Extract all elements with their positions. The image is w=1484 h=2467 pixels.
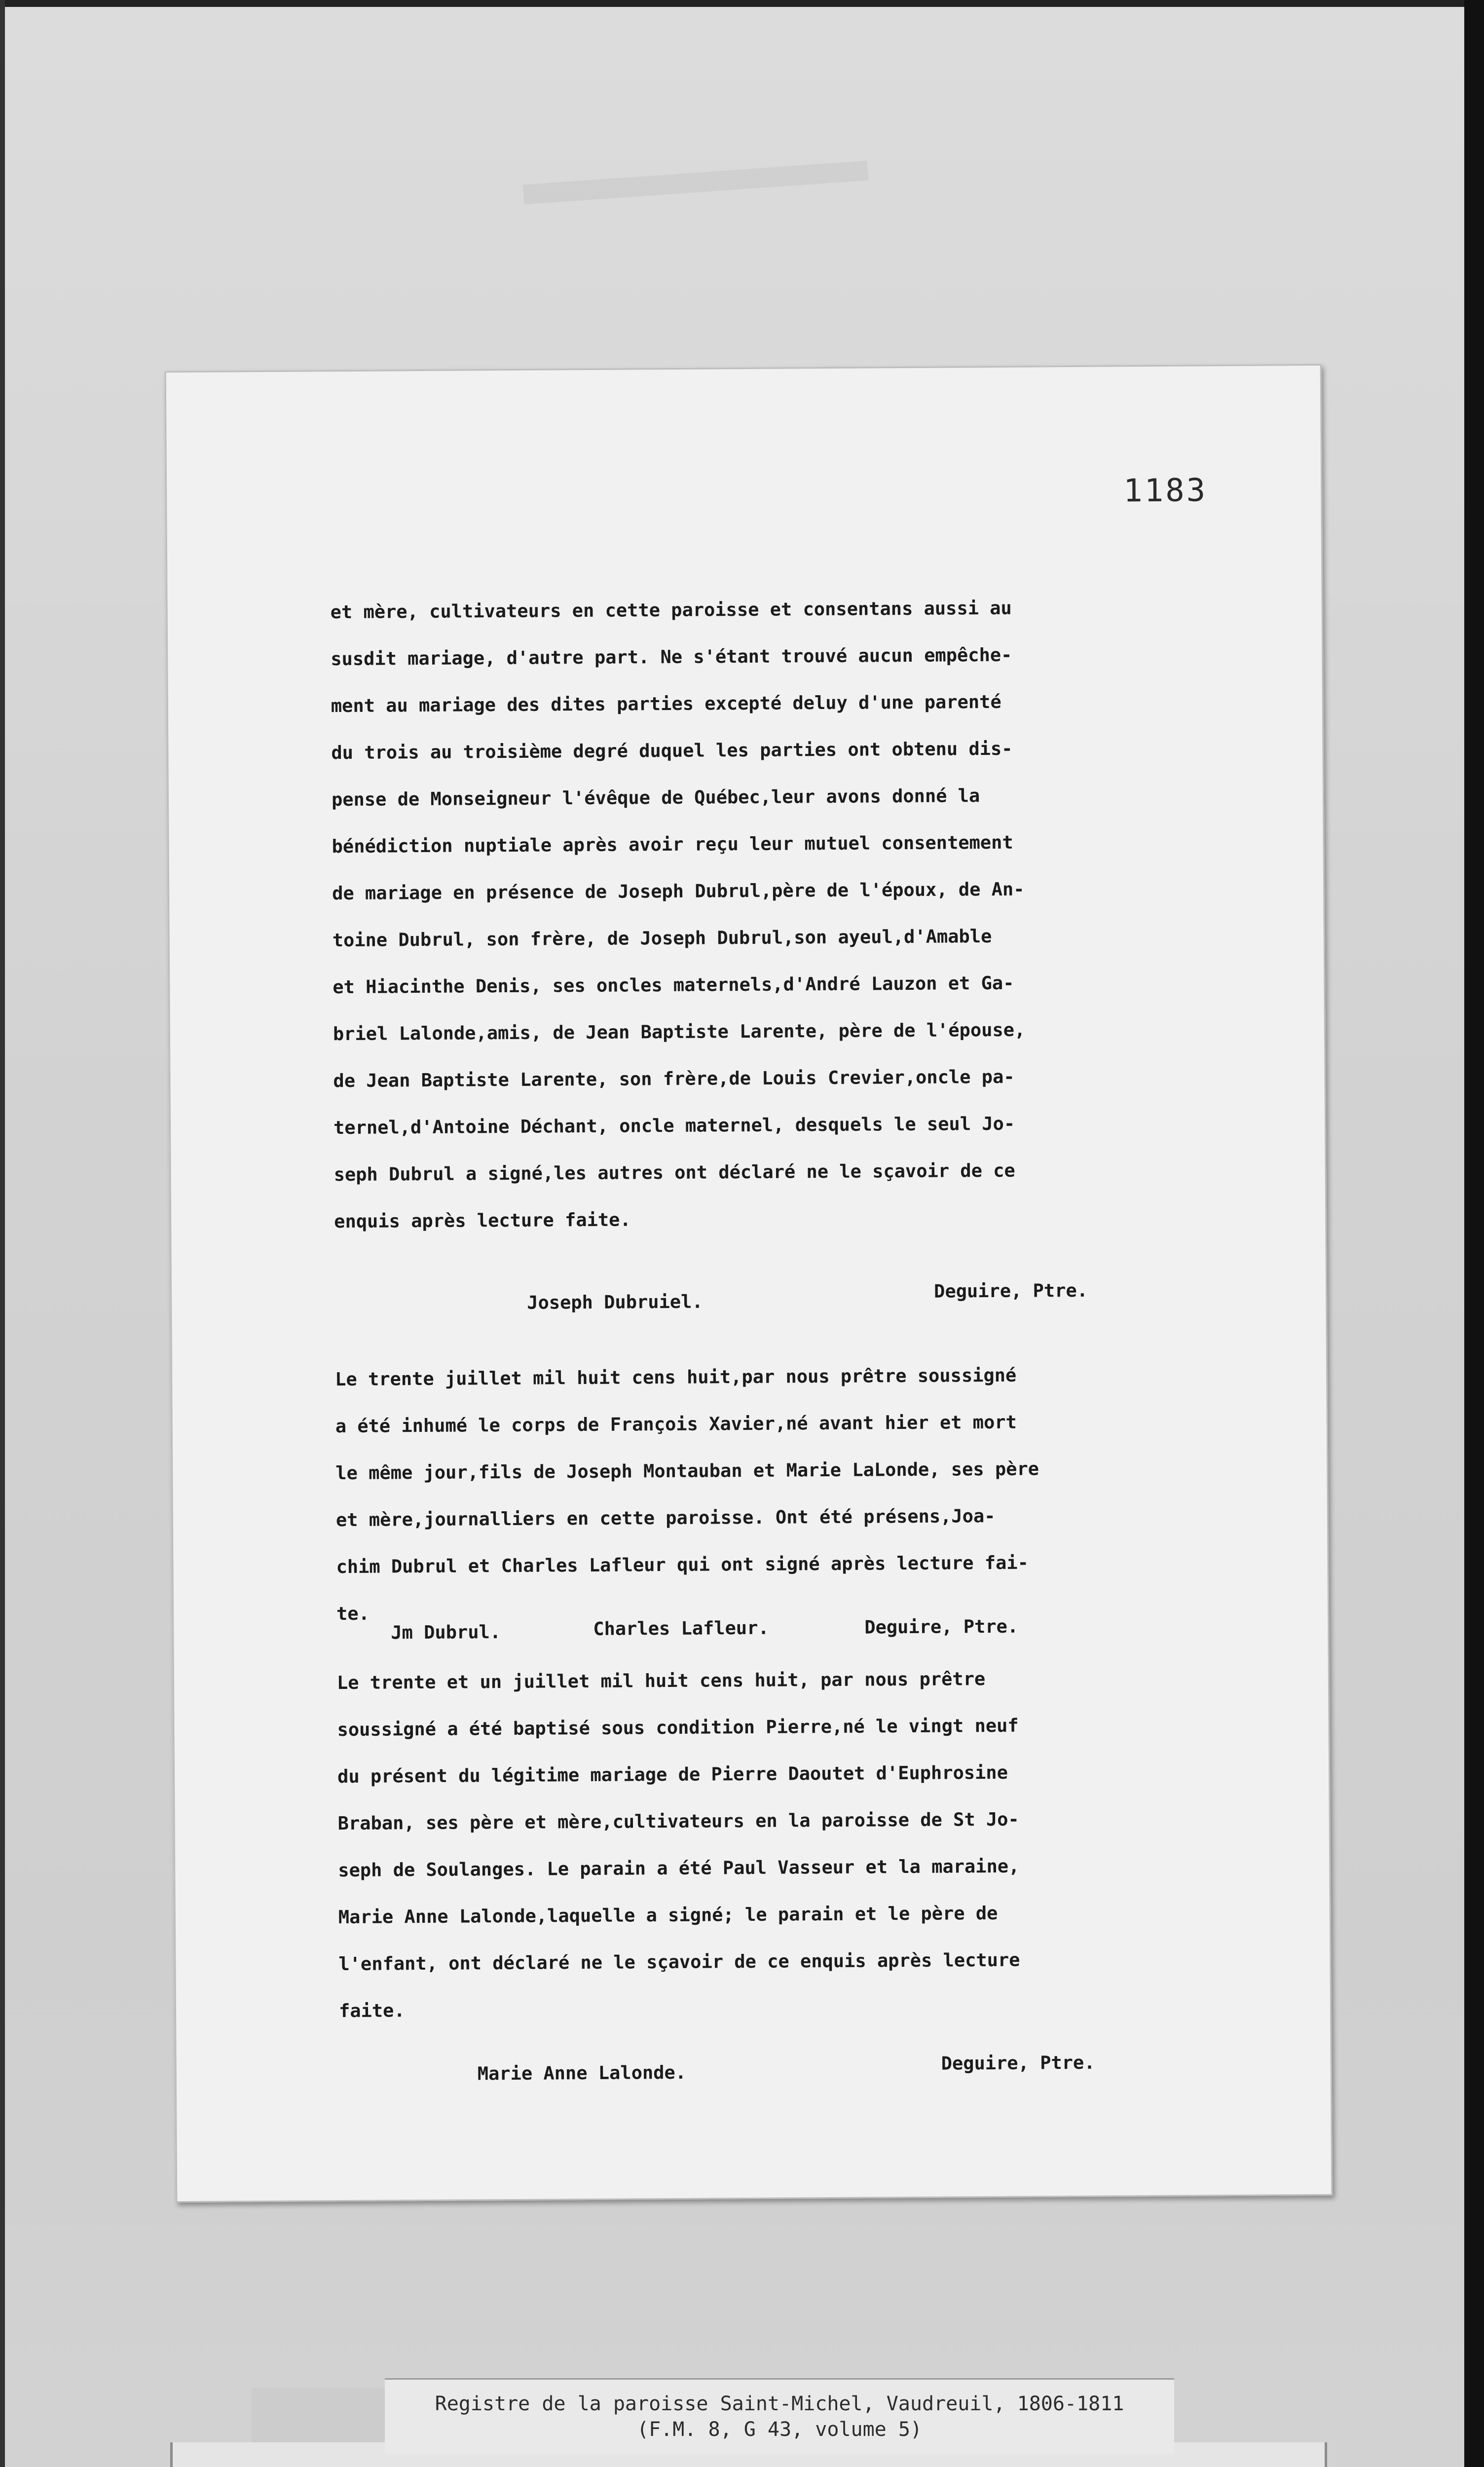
register-entry-marriage: et mère, cultivateurs en cette paroisse et consentans aussi au susdit mariage, d'autre part. Ne s'étant trouvé aucun empêche- ment au mariage des dites parties excepté deluy d'une parenté du trois au troisième degré duquel les parties ont obtenu dis- pense de Monseigneur l'évêque de Québec,leur avons donné la bénédiction nuptiale après avoir reçu leur mutuel consentement de mariage en présence de Joseph Dubrul,père de l'époux, de An- toine Dubrul, son frère, de Joseph Dubrul,son ayeul,d'Amable et Hiacinthe Denis, ses oncles maternels,d'André Lauzon et Ga- briel Lalonde,amis, de Jean Baptiste Larente, père de l'épouse, de Jean Baptiste Larente, son frère,de Louis Crevier,oncle pa- ternel,d'Antoine Déchant, oncle maternel, desquels le seul Jo- seph Dubrul a signé,les autres ont déclaré ne le sçavoir de ce enquis après lecture faite. bbox=[330, 597, 1026, 1233]
register-page bbox=[165, 364, 1333, 2203]
film-edge-top bbox=[0, 0, 1484, 7]
signature-deguire: Deguire, Ptre. bbox=[864, 1615, 1019, 1638]
film-edge-left bbox=[0, 0, 5, 2467]
signature-deguire: Deguire, Ptre. bbox=[941, 2052, 1095, 2074]
catalog-label bbox=[385, 2378, 1174, 2454]
signature-joseph-dubruiel: Joseph Dubruiel. bbox=[527, 1291, 703, 1313]
signature-jm-dubrul: Jm Dubrul. bbox=[391, 1621, 501, 1644]
film-edge-right bbox=[1464, 0, 1484, 2467]
register-entry-baptism: Le trente et un juillet mil huit cens huit, par nous prêtre soussigné a été baptisé sous condition Pierre,né le vingt neuf du présent du légitime mariage de Pierre Daoutet d'Euphrosine Braban, ses père et mère,cultivateurs en la paroisse de St Jo- seph de Soulanges. Le parain a été Paul Vasseur et la maraine, Marie Anne Lalonde,laquelle a signé; le parain et le père de l'enfant, ont déclaré ne le sçavoir de ce enquis après lecture faite. bbox=[336, 1668, 1020, 2022]
page-number: 1183 bbox=[1123, 472, 1208, 510]
signature-marie-anne-lalonde: Marie Anne Lalonde. bbox=[477, 2061, 687, 2085]
signature-charles-lafleur: Charles Lafleur. bbox=[593, 1617, 769, 1640]
register-entry-burial: Le trente juillet mil huit cens huit,par nous prêtre soussigné a été inhumé le corps de François Xavier,né avant hier et mort le même jour,fils de Joseph Montauban et Marie LaLonde, ses père et mère,journalliers en cette paroisse. Ont été présens,Joa- chim Dubrul et Charles Lafleur qui ont signé après lecture fai- te. bbox=[335, 1364, 1039, 1625]
signature-deguire: Deguire, Ptre. bbox=[933, 1279, 1088, 1302]
catalog-title: Registre de la paroisse Saint-Michel, Vaudreuil, 1806-1811 bbox=[435, 2392, 1124, 2415]
catalog-reference: (F.M. 8, G 43, volume 5) bbox=[637, 2418, 922, 2441]
